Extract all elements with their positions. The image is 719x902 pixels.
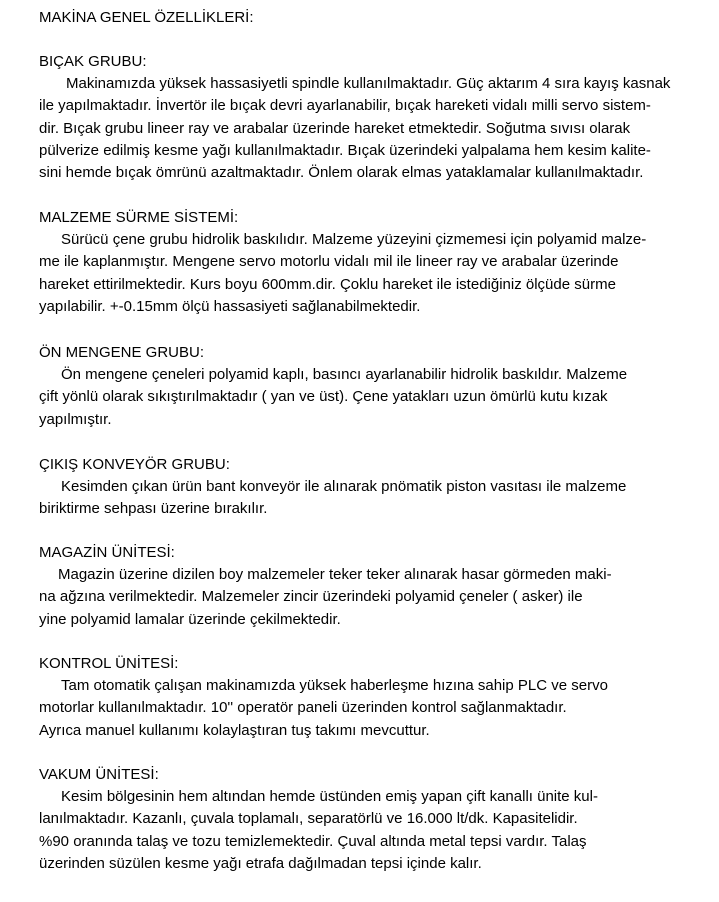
paragraph-line: üzerinden süzülen kesme yağı etrafa dağılmadan tepsi içinde kalır. [39, 854, 482, 872]
paragraph-line: sini hemde bıçak ömrünü azaltmaktadır. Önlem olarak elmas yataklamalar kullanılmaktadır. [39, 164, 644, 182]
section-heading: BIÇAK GRUBU: [39, 53, 147, 70]
section-heading: VAKUM ÜNİTESİ: [39, 766, 159, 783]
paragraph-line: pülverize edilmiş kesme yağı kullanılmaktadır. Bıçak üzerindeki yalpalama hem kesim kalite- [39, 141, 651, 159]
paragraph-line: Kesimden çıkan ürün bant konveyör ile alınarak pnömatik piston vasıtası ile malzeme [61, 478, 627, 495]
paragraph-line: yapılmıştır. [39, 410, 112, 428]
paragraph-line: biriktirme sehpası üzerine bırakılır. [39, 500, 268, 518]
paragraph-line: Ön mengene çeneleri polyamid kaplı, basıncı ayarlanabilir hidrolik baskıldır. Malzeme [61, 366, 628, 383]
paragraph-line: %90 oranında talaş ve tozu temizlemektedir. Çuval altında metal tepsi vardır. Talaş [39, 832, 587, 850]
document-title: MAKİNA GENEL ÖZELLİKLERİ: [39, 9, 254, 26]
section-heading: ÖN MENGENE GRUBU: [39, 344, 205, 361]
paragraph-line: Makinamızda yüksek hassasiyetli spindle kullanılmaktadır. Güç aktarım 4 sıra kayış kasnak [66, 75, 671, 92]
paragraph-line: Sürücü çene grubu hidrolik baskılıdır. Malzeme yüzeyini çizmemesi için polyamid malze- [61, 231, 647, 248]
section-heading: ÇIKIŞ KONVEYÖR GRUBU: [39, 456, 230, 473]
paragraph-line: yine polyamid lamalar üzerinde çekilmektedir. [39, 610, 341, 628]
section-on-mengene-grubu [39, 342, 709, 431]
paragraph-line: dir. Bıçak grubu lineer ray ve arabalar üzerinde hareket etmektedir. Soğutma sıvısı olarak [39, 119, 631, 137]
paragraph-line: ile yapılmaktadır. İnvertör ile bıçak devri ayarlanabilir, bıçak hareketi vidalı milli servo sistem- [39, 97, 651, 115]
section-heading: MALZEME SÜRME SİSTEMİ: [39, 209, 239, 226]
section-kontrol-unitesi [39, 653, 709, 742]
paragraph-line: Magazin üzerine dizilen boy malzemeler teker teker alınarak hasar görmeden maki- [58, 566, 612, 583]
paragraph-line: yapılabilir. +-0.15mm ölçü hassasiyeti sağlanabilmektedir. [39, 297, 421, 315]
paragraph-line: me ile kaplanmıştır. Mengene servo motorlu vidalı mil ile lineer ray ve arabalar üzerinde [39, 253, 619, 271]
paragraph-line: Kesim bölgesinin hem altından hemde üstünden emiş yapan çift kanallı ünite kul- [61, 788, 598, 805]
paragraph-line: Ayrıca manuel kullanımı kolaylaştıran tuş takımı mevcuttur. [39, 721, 430, 739]
paragraph-line: lanılmaktadır. Kazanlı, çuvala toplamalı, separatörlü ve 16.000 lt/dk. Kapasitelidir. [39, 810, 578, 828]
section-cikis-konveyor-grubu [39, 454, 709, 521]
section-heading: MAGAZİN ÜNİTESİ: [39, 544, 175, 561]
paragraph-line: hareket ettirilmektedir. Kurs boyu 600mm.dir. Çoklu hareket ile istediğiniz ölçüde sürme [39, 275, 616, 293]
section-heading: KONTROL ÜNİTESİ: [39, 655, 179, 672]
paragraph-line: motorlar kullanılmaktadır. 10'' operatör paneli üzerinden kontrol sağlanmaktadır. [39, 699, 567, 717]
paragraph-line: Tam otomatik çalışan makinamızda yüksek haberleşme hızına sahip PLC ve servo [61, 677, 608, 694]
section-bicak-grubu [39, 51, 709, 184]
section-vakum-unitesi [39, 764, 709, 875]
paragraph-line: na ağzına verilmektedir. Malzemeler zincir üzerindeki polyamid çeneler ( asker) ile [39, 588, 583, 606]
section-malzeme-surme-sistemi [39, 207, 709, 318]
paragraph-line: çift yönlü olarak sıkıştırılmaktadır ( yan ve üst). Çene yatakları uzun ömürlü kutu kızak [39, 388, 608, 406]
section-magazin-unitesi [39, 542, 709, 631]
